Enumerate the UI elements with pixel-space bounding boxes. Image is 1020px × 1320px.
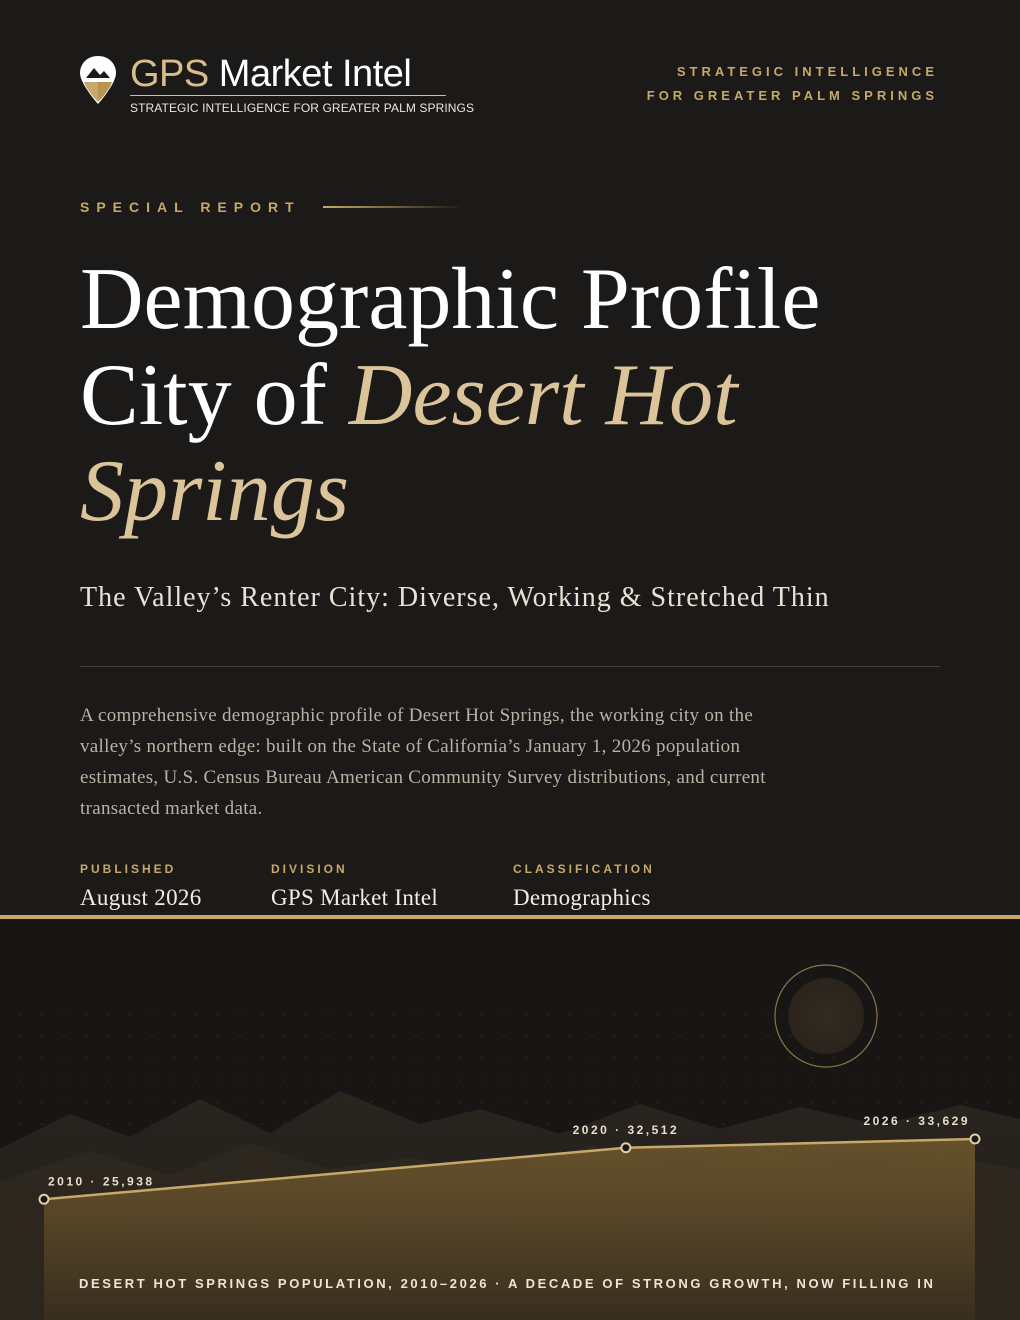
title-line3-accent: Springs [80, 443, 349, 540]
population-chart [0, 919, 1020, 1320]
meta-value: August 2026 [80, 885, 202, 910]
data-point-2010 [40, 1195, 49, 1204]
title-line2-accent: Desert Hot [348, 347, 738, 444]
title-line2-plain: City of [80, 347, 349, 444]
report-description: A comprehensive demographic profile of Desert Hot Springs, the working city on the valley’s northern edge: built on the State of California’s January 1, 2026 population estimates, U.S. Census Bureau American Community Survey distributions, and current transacted market data. [80, 705, 766, 819]
chart-caption: DESERT HOT SPRINGS POPULATION, 2010–2026 · A DECADE OF STRONG GROWTH, NOW FILLING IN [79, 1276, 936, 1291]
meta-label: PUBLISHED [80, 862, 177, 876]
report-subtitle: The Valley’s Renter City: Diverse, Working & Stretched Thin [80, 582, 830, 613]
population-chart-svg [0, 919, 1020, 1320]
report-title [80, 252, 960, 540]
map-pin-logo-icon [78, 54, 118, 110]
header-tagline-line2: FOR GREATER PALM SPRINGS [646, 88, 938, 103]
eyebrow-label: SPECIAL REPORT [80, 199, 301, 215]
header-tagline-line1: STRATEGIC INTELLIGENCE [676, 64, 938, 79]
meta-classification [513, 862, 655, 911]
logo-tagline: STRATEGIC INTELLIGENCE FOR GREATER PALM SPRINGS [130, 101, 475, 115]
logo [78, 54, 474, 115]
title-line1: Demographic Profile [80, 251, 821, 348]
eyebrow [80, 199, 463, 215]
header-tagline [647, 60, 938, 108]
logo-gps: GPS [130, 53, 209, 95]
data-point-2026 [971, 1135, 980, 1144]
meta-value: Demographics [513, 885, 651, 910]
data-point-2020 [621, 1143, 630, 1152]
meta-division [271, 862, 438, 911]
eyebrow-rule [323, 206, 463, 208]
data-label-2026: 2026 · 33,629 [863, 1114, 970, 1128]
sun-decoration [775, 965, 877, 1067]
data-label-2010: 2010 · 25,938 [48, 1174, 155, 1189]
logo-name: Market Intel [208, 53, 412, 95]
logo-underline [130, 95, 446, 96]
meta-label: DIVISION [271, 862, 348, 876]
logo-title [130, 54, 474, 94]
meta-label: CLASSIFICATION [513, 862, 655, 876]
meta-published [80, 862, 202, 911]
meta-value: GPS Market Intel [271, 885, 439, 910]
section-divider [80, 666, 940, 667]
data-label-2020: 2020 · 32,512 [572, 1122, 680, 1137]
